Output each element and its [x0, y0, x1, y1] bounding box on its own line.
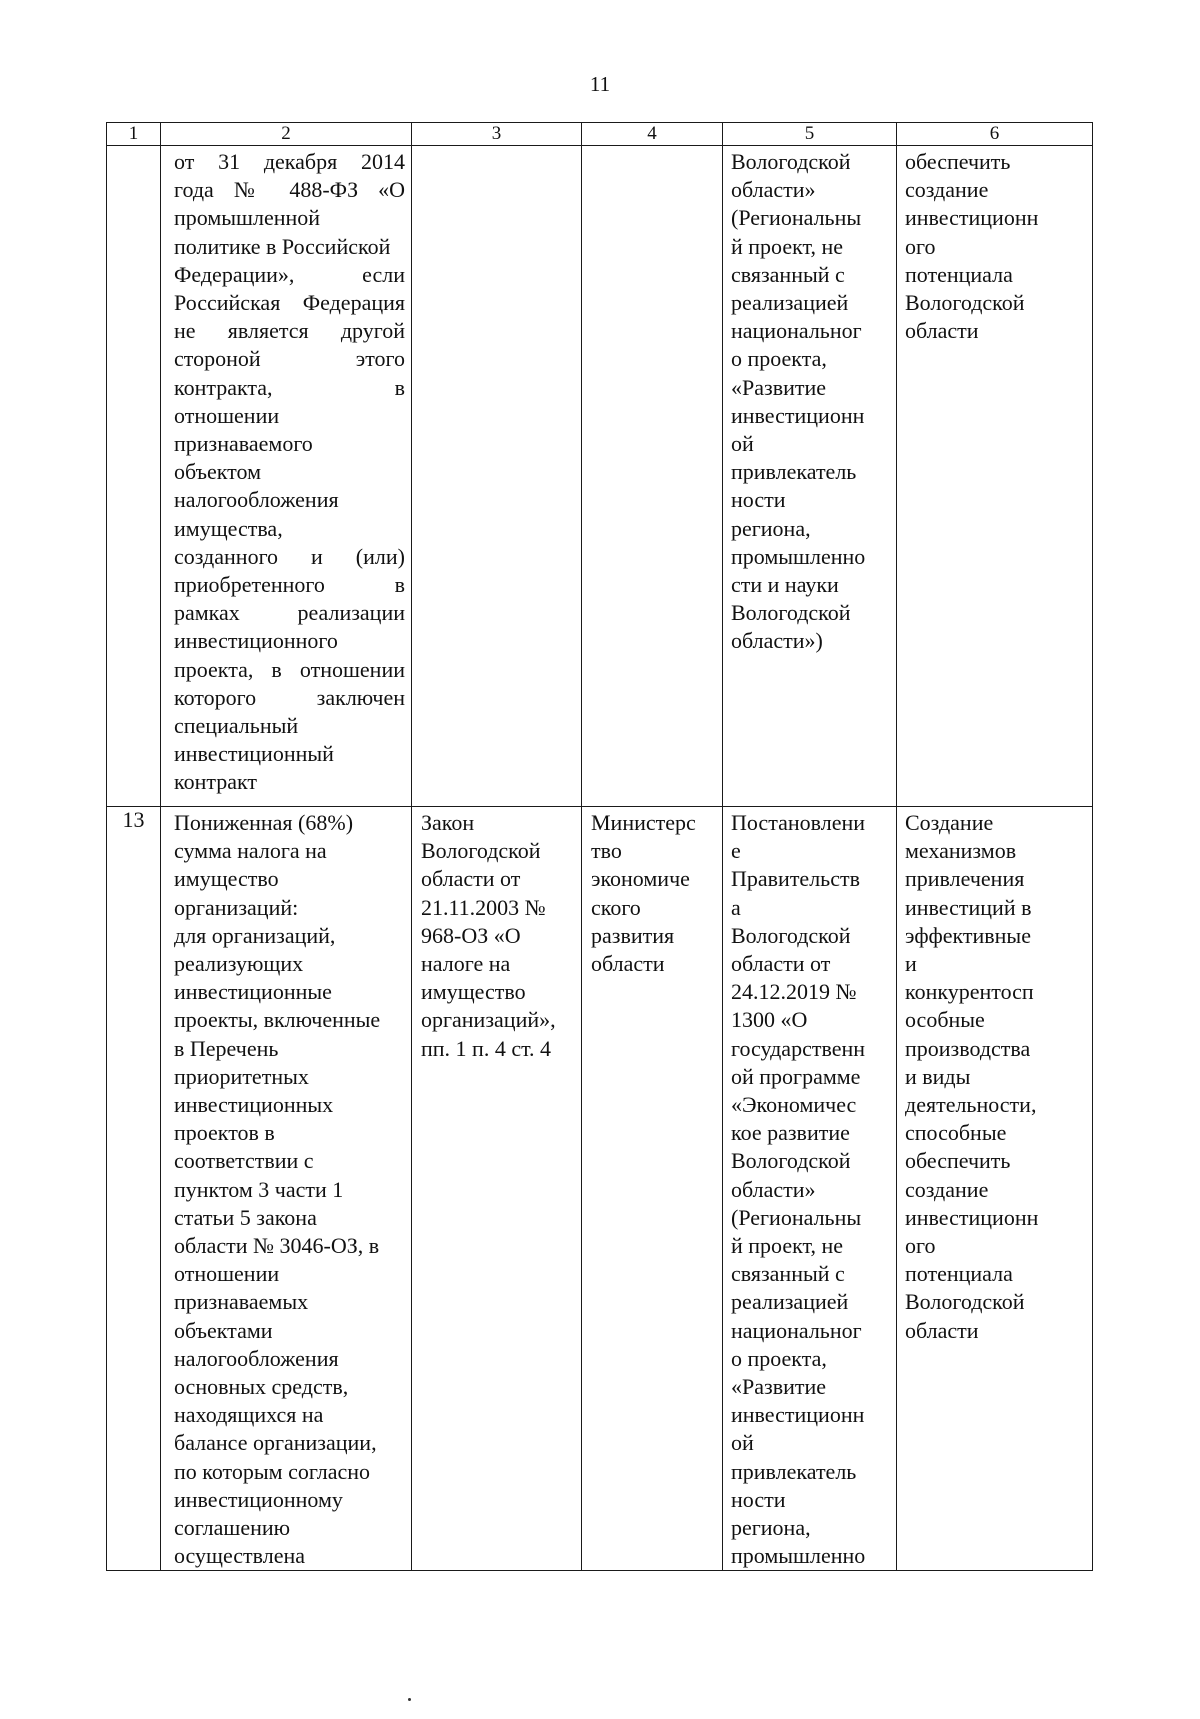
cell-line: й проект, не	[731, 1233, 843, 1259]
cell-line: реализующих	[174, 951, 304, 977]
table-row	[107, 146, 1093, 807]
cell-line: промышленно	[731, 1543, 866, 1569]
cell-line: национальног	[731, 318, 862, 344]
cell-line: потенциала	[905, 261, 1013, 287]
cell-line: ского	[591, 894, 641, 920]
cell-line: а	[731, 894, 741, 920]
cell-line: реализацией	[731, 1289, 849, 1315]
cell-line: национальног	[731, 1317, 862, 1343]
cell-line: инвестиций в	[905, 894, 1032, 920]
cell-line: 24.12.2019 №	[731, 979, 857, 1005]
cell-line: области от	[731, 951, 831, 977]
cell-line: эффективные	[905, 922, 1031, 948]
cell-line: признаваемого	[174, 431, 313, 457]
cell-line: Вологодской	[905, 1289, 1025, 1315]
cell-line: Российская Федерация	[174, 290, 405, 316]
cell-line: организаций»,	[421, 1007, 556, 1033]
cell-line: пунктом 3 части 1	[174, 1176, 344, 1202]
cell-line: (Региональны	[731, 1204, 862, 1230]
cell-line: Закон	[421, 810, 475, 835]
cell-line: области № 3046-ОЗ, в	[174, 1233, 380, 1259]
cell-line: соответствии с	[174, 1148, 314, 1174]
cell-line: от 31 декабря 2014	[174, 149, 405, 174]
cell-line: и виды	[905, 1063, 971, 1089]
cell-line: связанный с	[731, 261, 845, 287]
cell-goal	[897, 807, 1093, 1571]
cell-line: специальный	[174, 713, 299, 739]
cell-line: Вологодской	[731, 1148, 851, 1174]
cell-line: организаций:	[174, 894, 299, 920]
cell-line: региона,	[731, 515, 811, 541]
cell-line: приобретенного в	[174, 572, 405, 598]
cell-line: объектом	[174, 459, 262, 485]
header-row	[107, 123, 1093, 146]
cell-line: области»	[731, 1176, 816, 1202]
cell-line: 21.11.2003 №	[421, 894, 546, 920]
cell-line: особные	[905, 1007, 985, 1033]
cell-line: о проекта,	[731, 346, 827, 372]
cell-line: региона,	[731, 1515, 811, 1541]
cell-line: привлекатель	[731, 1458, 857, 1484]
cell-line: ого	[905, 1233, 936, 1259]
cell-curator	[582, 146, 723, 807]
cell-line: связанный с	[731, 1261, 845, 1287]
cell-line: тво	[591, 838, 622, 864]
cell-line: объектами	[174, 1317, 273, 1343]
row-number: 13	[107, 807, 161, 1571]
cell-line: которого заключен	[174, 684, 405, 710]
cell-line: инвестиционные	[174, 979, 332, 1005]
cell-line: Вологодской	[421, 838, 541, 864]
page-number: 11	[589, 72, 611, 96]
cell-line: государственн	[731, 1035, 866, 1061]
cell-line: Постановлени	[731, 810, 866, 835]
cell-line: инвестиционн	[905, 1204, 1039, 1230]
cell-line: отношении	[174, 402, 280, 428]
cell-line: ности	[731, 487, 786, 513]
cell-goal	[897, 146, 1093, 807]
cell-line: промышленно	[731, 543, 866, 569]
cell-line: имущество	[174, 866, 279, 892]
cell-line: ой	[731, 1430, 754, 1456]
cell-line: инвестиционн	[731, 402, 865, 428]
cell-line: (Региональны	[731, 205, 862, 231]
cell-line: 968-ОЗ «О	[421, 922, 521, 948]
cell-line: и	[905, 951, 917, 977]
cell-line: области»	[731, 177, 816, 203]
cell-line: Вологодской	[731, 922, 851, 948]
cell-line: привлекатель	[731, 459, 857, 485]
cell-line: основных средств,	[174, 1374, 349, 1400]
cell-line: инвестиционных	[174, 1092, 334, 1118]
cell-line: в Перечень	[174, 1035, 279, 1061]
cell-line: проектов в	[174, 1120, 275, 1146]
cell-line: налоге на	[421, 951, 511, 977]
cell-line: о проекта,	[731, 1345, 827, 1371]
cell-line: инвестиционн	[905, 205, 1039, 231]
cell-line: пп. 1 п. 4 ст. 4	[421, 1035, 552, 1061]
header-col-3: 3	[412, 123, 582, 146]
cell-line: отношении	[174, 1261, 280, 1287]
cell-line: Вологодской	[905, 290, 1025, 316]
cell-line: «Экономичес	[731, 1092, 857, 1118]
cell-line: налогообложения	[174, 487, 339, 513]
cell-line: контракт	[174, 769, 258, 795]
cell-line: Вологодской	[731, 600, 851, 626]
table-row	[107, 807, 1093, 1571]
cell-line: кое развитие	[731, 1120, 850, 1146]
cell-line: признаваемых	[174, 1289, 309, 1315]
cell-line: ности	[731, 1486, 786, 1512]
cell-line: создание	[905, 1176, 989, 1202]
scan-speck	[408, 1698, 411, 1701]
cell-line: политике в Российской	[174, 233, 391, 259]
cell-line: потенциала	[905, 1261, 1013, 1287]
cell-line: ой программе	[731, 1063, 861, 1089]
cell-line: промышленной	[174, 205, 321, 231]
cell-line: Пониженная (68%)	[174, 810, 354, 835]
cell-line: обеспечить	[905, 1148, 1011, 1174]
cell-line: имущество	[421, 979, 526, 1005]
cell-line: балансе организации,	[174, 1430, 377, 1456]
cell-line: области	[905, 318, 979, 344]
cell-line: привлечения	[905, 866, 1025, 892]
cell-line: й проект, не	[731, 233, 843, 259]
cell-line: реализацией	[731, 290, 849, 316]
cell-line: сти и науки	[731, 572, 839, 598]
cell-line: по которым согласно	[174, 1458, 371, 1484]
cell-line: имущества,	[174, 515, 283, 541]
cell-line: Федерации», если	[174, 261, 405, 287]
cell-line: инвестиционн	[731, 1402, 865, 1428]
header-col-1: 1	[107, 123, 161, 146]
cell-line: Министерс	[591, 810, 696, 835]
cell-line: Создание	[905, 810, 994, 835]
cell-curator	[582, 807, 723, 1571]
header-col-4: 4	[582, 123, 723, 146]
cell-line: созданного и (или)	[174, 543, 405, 569]
cell-program	[723, 807, 897, 1571]
cell-line: находящихся на	[174, 1402, 324, 1428]
cell-line: года № 488-ФЗ «О	[174, 177, 405, 203]
cell-line: инвестиционный	[174, 741, 334, 767]
cell-line: контракта, в	[174, 374, 405, 400]
cell-legal-basis	[412, 807, 582, 1571]
cell-line: не является другой	[174, 318, 405, 344]
cell-line: экономиче	[591, 866, 690, 892]
cell-line: соглашению	[174, 1515, 291, 1541]
cell-legal-basis	[412, 146, 582, 807]
cell-line: для организаций,	[174, 922, 336, 948]
cell-line: 1300 «О	[731, 1007, 808, 1033]
cell-line: ой	[731, 431, 754, 457]
cell-line: инвестиционного	[174, 628, 338, 654]
cell-line: деятельности,	[905, 1092, 1037, 1118]
cell-line: статьи 5 закона	[174, 1204, 317, 1230]
cell-line: области»)	[731, 628, 823, 654]
cell-benefit-text	[161, 807, 412, 1571]
cell-line: стороной этого	[174, 346, 405, 372]
cell-line: развития	[591, 922, 675, 948]
cell-line: е	[731, 838, 741, 864]
cell-line: производства	[905, 1035, 1031, 1061]
cell-line: ого	[905, 233, 936, 259]
cell-line: создание	[905, 177, 989, 203]
cell-line: области от	[421, 866, 521, 892]
cell-line: проекта, в отношении	[174, 656, 405, 682]
cell-line: обеспечить	[905, 149, 1011, 174]
cell-line: «Развитие	[731, 374, 827, 400]
cell-line: приоритетных	[174, 1063, 309, 1089]
cell-line: механизмов	[905, 838, 1017, 864]
cell-program	[723, 146, 897, 807]
cell-line: способные	[905, 1120, 1007, 1146]
cell-line: области	[905, 1317, 979, 1343]
cell-line: Вологодской	[731, 149, 851, 174]
cell-line: осуществлена	[174, 1543, 306, 1569]
cell-line: рамках реализации	[174, 600, 405, 626]
cell-line: инвестиционному	[174, 1486, 343, 1512]
cell-line: налогообложения	[174, 1345, 339, 1371]
cell-line: области	[591, 951, 665, 977]
cell-line: «Развитие	[731, 1374, 827, 1400]
cell-line: Правительств	[731, 866, 860, 892]
row-number	[107, 146, 161, 807]
cell-line: сумма налога на	[174, 838, 327, 864]
header-col-6: 6	[897, 123, 1093, 146]
cell-benefit-text	[161, 146, 412, 807]
cell-line: проекты, включенные	[174, 1007, 381, 1033]
header-col-5: 5	[723, 123, 897, 146]
cell-line: конкурентосп	[905, 979, 1034, 1005]
benefits-table	[106, 122, 1093, 1571]
header-col-2: 2	[161, 123, 412, 146]
